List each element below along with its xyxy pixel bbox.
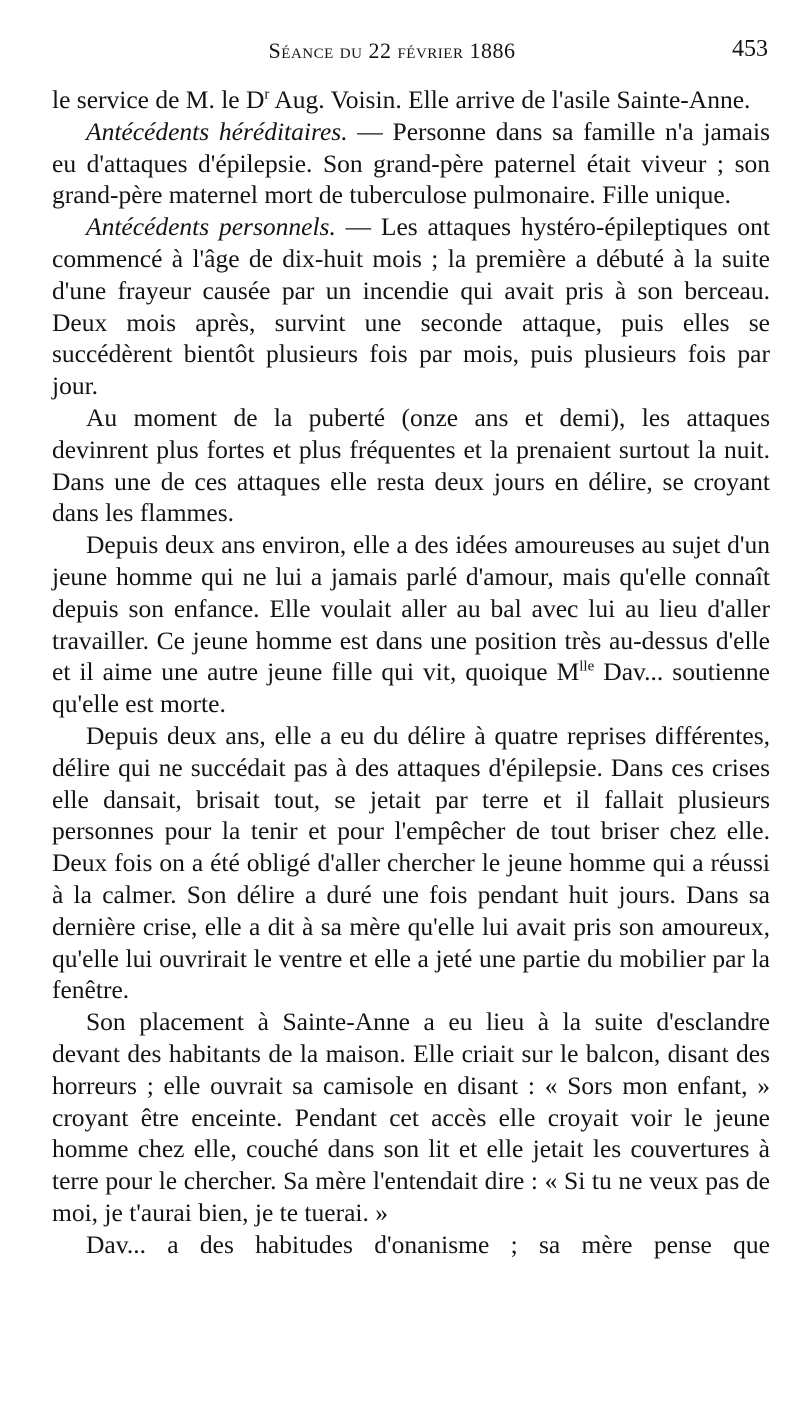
paragraph-delirium bbox=[52, 720, 770, 1006]
paragraph-habits bbox=[52, 1229, 770, 1261]
paragraph-intro bbox=[52, 84, 770, 116]
superscript: lle bbox=[579, 658, 595, 675]
paragraph-hereditary bbox=[52, 116, 770, 211]
paragraph-text: — Les attaques hystéro-épileptiques ont commencé à l'âge de dix-huit mois ; la première a débuté à la suite d'une frayeur causée par un incendie qui avait pris à son berceau. Deux mois après, survint une seconde attaque, puis elles se succédèrent bientôt plusieurs fois par mois, puis plusieurs fois par jour. bbox=[52, 212, 770, 401]
paragraph-text: Aug. Voisin. Elle arrive de l'asile Sainte-Anne. bbox=[269, 85, 751, 114]
paragraph-amorous-ideas bbox=[52, 529, 770, 720]
body-text bbox=[52, 84, 770, 1260]
section-heading: Antécédents personnels. bbox=[86, 212, 336, 242]
page-number: 453 bbox=[732, 36, 768, 62]
paragraph-text: Depuis deux ans, elle a eu du délire à quatre reprises différentes, délire qui ne succédait pas à des attaques d'épilepsie. Dans ces crises elle dansait, brisait tout, se jetait par terre et il fallait plusieurs personnes pour la tenir et pour l'empêcher de tout briser chez elle. Deux fois on a été obligé d'aller chercher le jeune homme qui a réussi à la calmer. Son délire a duré une fois pendant huit jours. Dans sa dernière crise, elle a dit à sa mère qu'elle lui avait pris son amoureux, qu'elle lui ouvrirait le ventre et elle a jeté une partie du mobilier par la fenêtre. bbox=[52, 720, 770, 1005]
paragraph-placement bbox=[52, 1006, 770, 1229]
paragraph-text: Depuis deux ans environ, elle a des idées amoureuses au sujet d'un jeune homme qui ne lui a jamais parlé d'amour, mais qu'elle connaît depuis son enfance. Elle voulait aller au bal avec lui au lieu d'aller travailler. Ce jeune homme est dans une position très au-dessus d'elle et il aime une autre jeune fille qui vit, quoique M bbox=[52, 530, 770, 687]
paragraph-text: Au moment de la puberté (onze ans et demi), les attaques devinrent plus fortes et plus fréquentes et la prenaient surtout la nuit. Dans une de ces attaques elle resta deux jours en délire, se croyant dans les flammes. bbox=[52, 402, 770, 528]
section-heading: Antécédents héréditaires. bbox=[86, 116, 348, 146]
paragraph-text: Son placement à Sainte-Anne a eu lieu à la suite d'esclandre devant des habitants de la maison. Elle criait sur le balcon, disant des horreurs ; elle ouvrait sa camisole en disant : « Sors mon enfant, » croyant être enceinte. Pendant cet accès elle croyait voir le jeune homme chez elle, couché dans son lit et elle jetait les couvertures à terre pour le chercher. Sa mère l'entendait dire : « Si tu ne veux pas de moi, je t'aurai bien, je te tuerai. » bbox=[52, 1007, 770, 1227]
paragraph-text: Dav... soutienne qu'elle est morte. bbox=[52, 657, 770, 719]
paragraph-personal bbox=[52, 211, 770, 402]
paragraph-text: — Personne dans sa famille n'a jamais eu d'attaques d'épilepsie. Son grand-père paternel était viveur ; son grand-père maternel mort de tuberculose pulmonaire. Fille unique. bbox=[52, 116, 770, 210]
paragraph-puberty bbox=[52, 402, 770, 529]
running-title: Séance du 22 février 1886 bbox=[268, 38, 516, 63]
page-header bbox=[52, 0, 772, 92]
paragraph-text: le service de M. le D bbox=[52, 85, 265, 114]
paragraph-text: Dav... a des habitudes d'onanisme ; sa mère pense que bbox=[86, 1229, 770, 1259]
superscript: r bbox=[264, 86, 270, 103]
